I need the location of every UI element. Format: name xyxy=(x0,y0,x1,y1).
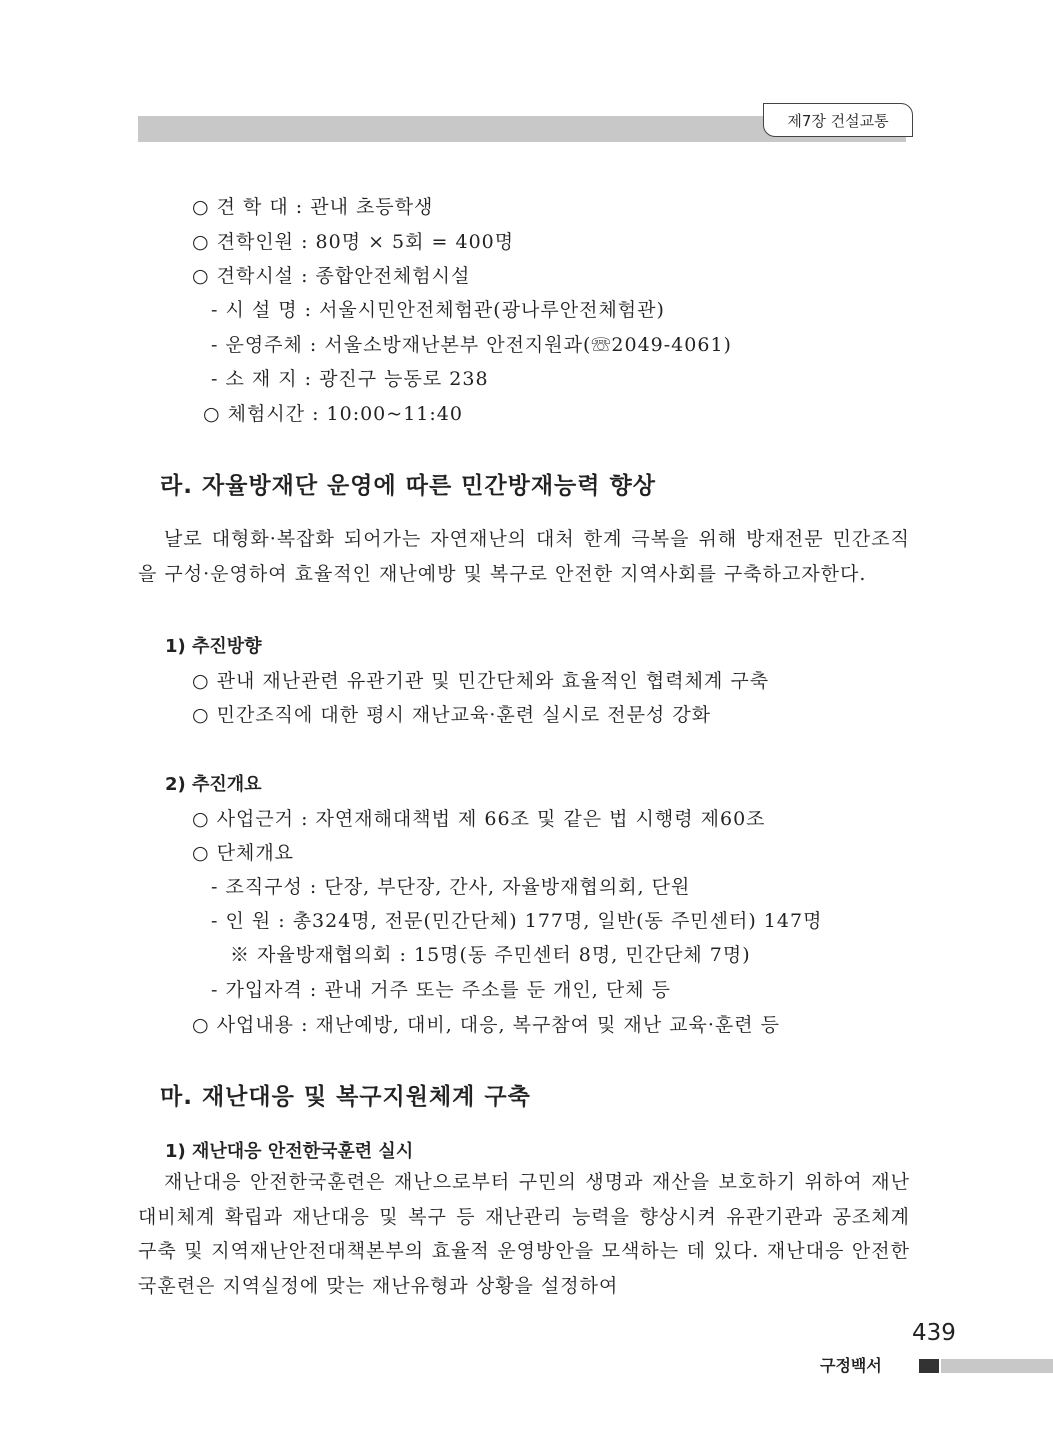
list-item: ○ 단체개요 xyxy=(192,842,295,864)
list-item: ○ 견 학 대 : 관내 초등학생 xyxy=(192,196,434,218)
section-title-ra: 라. 자율방재단 운영에 따른 민간방재능력 향상 xyxy=(160,473,656,499)
subsection-title: 1) 추진방향 xyxy=(165,636,262,657)
section-title-ma: 마. 재난대응 및 복구지원체계 구축 xyxy=(160,1084,531,1110)
list-item: ○ 견학시설 : 종합안전체험시설 xyxy=(192,265,471,287)
subsection-title: 2) 추진개요 xyxy=(165,774,262,795)
book-title: 구정백서 xyxy=(820,1356,882,1375)
list-item: ○ 견학인원 : 80명 × 5회 = 400명 xyxy=(192,231,515,253)
list-item: ○ 체험시간 : 10:00~11:40 xyxy=(203,403,463,425)
section-ma-body: 재난대응 안전한국훈련은 재난으로부터 구민의 생명과 재산을 보호하기 위하여 재난대비체계 확립과 재난대응 및 복구 등 재난관리 능력을 향상시켜 유관기관과 공조체계 구축 및 지역재난안전대책본부의 효율적 운영방안을 모색하는 데 있다. 재난대응 안전한국훈련은 지역실정에 맞는 재난유형과 상황을 설정하여 xyxy=(138,1171,910,1297)
page-number: 439 xyxy=(912,1320,956,1346)
list-item: - 시 설 명 : 서울시민안전체험관(광나루안전체험관) xyxy=(211,299,665,321)
section-ra-intro: 날로 대형화·복잡화 되어가는 자연재난의 대처 한계 극복을 위해 방재전문 민간조직을 구성·운영하여 효율적인 재난예방 및 복구로 안전한 지역사회를 구축하고자한다. xyxy=(138,528,910,585)
footer-bar-light xyxy=(941,1359,1053,1373)
list-item: ○ 민간조직에 대한 평시 재난교육·훈련 실시로 전문성 강화 xyxy=(192,704,712,726)
list-item: - 인 원 : 총324명, 전문(민간단체) 177명, 일반(동 주민센터) 147명 xyxy=(211,910,823,932)
chapter-tab: 제7장 건설교통 xyxy=(763,103,913,137)
list-item: ○ 사업근거 : 자연재해대책법 제 66조 및 같은 법 시행령 제60조 xyxy=(192,808,766,830)
list-item: ○ 사업내용 : 재난예방, 대비, 대응, 복구참여 및 재난 교육·훈련 등 xyxy=(192,1014,781,1036)
list-item: - 운영주체 : 서울소방재난본부 안전지원과(☏2049-4061) xyxy=(211,334,732,356)
list-item: - 가입자격 : 관내 거주 또는 주소를 둔 개인, 단체 등 xyxy=(211,979,671,1001)
footer-bar-dark xyxy=(919,1359,939,1373)
list-item: - 소 재 지 : 광진구 능동로 238 xyxy=(211,368,489,390)
list-item: ○ 관내 재난관련 유관기관 및 민간단체와 효율적인 협력체계 구축 xyxy=(192,670,770,692)
subsection-title: 1) 재난대응 안전한국훈련 실시 xyxy=(165,1141,414,1162)
list-item: ※ 자율방재협의회 : 15명(동 주민센터 8명, 민간단체 7명) xyxy=(230,944,751,966)
list-item: - 조직구성 : 단장, 부단장, 간사, 자율방재협의회, 단원 xyxy=(211,876,691,898)
